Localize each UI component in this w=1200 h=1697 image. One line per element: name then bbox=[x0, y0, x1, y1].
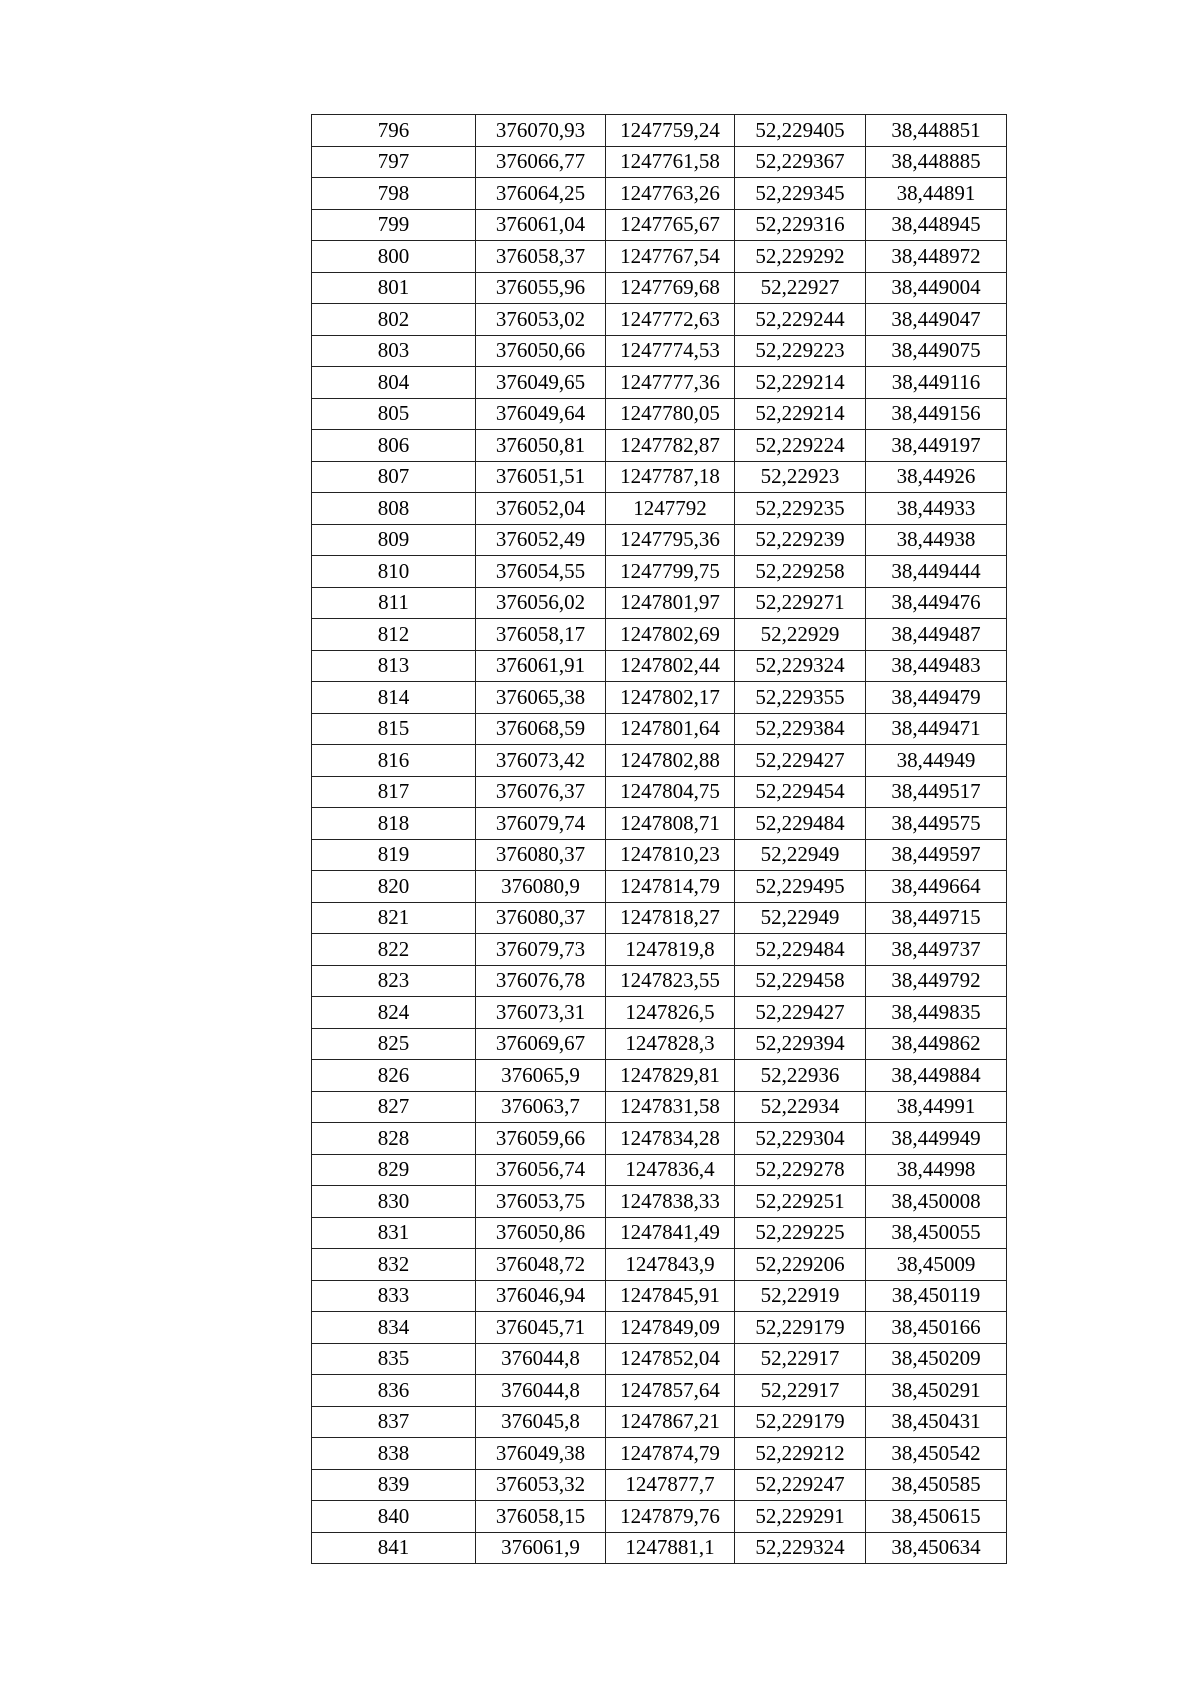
x-coordinate-cell: 376053,32 bbox=[476, 1469, 606, 1501]
point-number-cell: 807 bbox=[312, 461, 476, 493]
x-coordinate-cell: 376050,86 bbox=[476, 1217, 606, 1249]
longitude-cell: 38,449862 bbox=[866, 1028, 1007, 1060]
latitude-cell: 52,22934 bbox=[735, 1091, 866, 1123]
latitude-cell: 52,229367 bbox=[735, 146, 866, 178]
point-number-cell: 831 bbox=[312, 1217, 476, 1249]
table-row bbox=[312, 1343, 1007, 1375]
point-number-cell: 839 bbox=[312, 1469, 476, 1501]
latitude-cell: 52,229225 bbox=[735, 1217, 866, 1249]
x-coordinate-cell: 376054,55 bbox=[476, 556, 606, 588]
x-coordinate-cell: 376065,38 bbox=[476, 682, 606, 714]
table-row bbox=[312, 1406, 1007, 1438]
point-number-cell: 824 bbox=[312, 997, 476, 1029]
point-number-cell: 818 bbox=[312, 808, 476, 840]
x-coordinate-cell: 376045,71 bbox=[476, 1312, 606, 1344]
table-row bbox=[312, 430, 1007, 462]
table-row bbox=[312, 713, 1007, 745]
x-coordinate-cell: 376053,02 bbox=[476, 304, 606, 336]
table-row bbox=[312, 934, 1007, 966]
latitude-cell: 52,229484 bbox=[735, 808, 866, 840]
longitude-cell: 38,44991 bbox=[866, 1091, 1007, 1123]
table-row bbox=[312, 209, 1007, 241]
longitude-cell: 38,450585 bbox=[866, 1469, 1007, 1501]
x-coordinate-cell: 376046,94 bbox=[476, 1280, 606, 1312]
x-coordinate-cell: 376052,49 bbox=[476, 524, 606, 556]
x-coordinate-cell: 376050,66 bbox=[476, 335, 606, 367]
y-coordinate-cell: 1247759,24 bbox=[606, 115, 735, 147]
longitude-cell: 38,450008 bbox=[866, 1186, 1007, 1218]
point-number-cell: 834 bbox=[312, 1312, 476, 1344]
latitude-cell: 52,229224 bbox=[735, 430, 866, 462]
latitude-cell: 52,229304 bbox=[735, 1123, 866, 1155]
x-coordinate-cell: 376065,9 bbox=[476, 1060, 606, 1092]
table-row bbox=[312, 1249, 1007, 1281]
y-coordinate-cell: 1247801,64 bbox=[606, 713, 735, 745]
y-coordinate-cell: 1247792 bbox=[606, 493, 735, 525]
table-row bbox=[312, 1438, 1007, 1470]
x-coordinate-cell: 376053,75 bbox=[476, 1186, 606, 1218]
point-number-cell: 819 bbox=[312, 839, 476, 871]
point-number-cell: 817 bbox=[312, 776, 476, 808]
point-number-cell: 838 bbox=[312, 1438, 476, 1470]
longitude-cell: 38,450431 bbox=[866, 1406, 1007, 1438]
x-coordinate-cell: 376061,04 bbox=[476, 209, 606, 241]
table-row bbox=[312, 997, 1007, 1029]
latitude-cell: 52,229484 bbox=[735, 934, 866, 966]
point-number-cell: 812 bbox=[312, 619, 476, 651]
table-row bbox=[312, 902, 1007, 934]
x-coordinate-cell: 376056,74 bbox=[476, 1154, 606, 1186]
latitude-cell: 52,229345 bbox=[735, 178, 866, 210]
x-coordinate-cell: 376076,78 bbox=[476, 965, 606, 997]
table-row bbox=[312, 1060, 1007, 1092]
x-coordinate-cell: 376080,9 bbox=[476, 871, 606, 903]
point-number-cell: 806 bbox=[312, 430, 476, 462]
table-row bbox=[312, 115, 1007, 147]
table-row bbox=[312, 241, 1007, 273]
table-row bbox=[312, 335, 1007, 367]
x-coordinate-cell: 376068,59 bbox=[476, 713, 606, 745]
table-row bbox=[312, 1532, 1007, 1564]
point-number-cell: 809 bbox=[312, 524, 476, 556]
point-number-cell: 815 bbox=[312, 713, 476, 745]
longitude-cell: 38,449792 bbox=[866, 965, 1007, 997]
y-coordinate-cell: 1247804,75 bbox=[606, 776, 735, 808]
longitude-cell: 38,448885 bbox=[866, 146, 1007, 178]
x-coordinate-cell: 376049,65 bbox=[476, 367, 606, 399]
latitude-cell: 52,229247 bbox=[735, 1469, 866, 1501]
table-row bbox=[312, 461, 1007, 493]
y-coordinate-cell: 1247802,17 bbox=[606, 682, 735, 714]
longitude-cell: 38,44926 bbox=[866, 461, 1007, 493]
x-coordinate-cell: 376073,31 bbox=[476, 997, 606, 1029]
longitude-cell: 38,449483 bbox=[866, 650, 1007, 682]
point-number-cell: 820 bbox=[312, 871, 476, 903]
point-number-cell: 797 bbox=[312, 146, 476, 178]
table-row bbox=[312, 808, 1007, 840]
point-number-cell: 835 bbox=[312, 1343, 476, 1375]
point-number-cell: 804 bbox=[312, 367, 476, 399]
x-coordinate-cell: 376059,66 bbox=[476, 1123, 606, 1155]
table-row bbox=[312, 1469, 1007, 1501]
longitude-cell: 38,449597 bbox=[866, 839, 1007, 871]
latitude-cell: 52,229212 bbox=[735, 1438, 866, 1470]
table-row bbox=[312, 1123, 1007, 1155]
x-coordinate-cell: 376050,81 bbox=[476, 430, 606, 462]
y-coordinate-cell: 1247769,68 bbox=[606, 272, 735, 304]
x-coordinate-cell: 376073,42 bbox=[476, 745, 606, 777]
y-coordinate-cell: 1247845,91 bbox=[606, 1280, 735, 1312]
longitude-cell: 38,448972 bbox=[866, 241, 1007, 273]
y-coordinate-cell: 1247874,79 bbox=[606, 1438, 735, 1470]
latitude-cell: 52,229214 bbox=[735, 398, 866, 430]
y-coordinate-cell: 1247857,64 bbox=[606, 1375, 735, 1407]
table-row bbox=[312, 1501, 1007, 1533]
latitude-cell: 52,229206 bbox=[735, 1249, 866, 1281]
point-number-cell: 841 bbox=[312, 1532, 476, 1564]
longitude-cell: 38,449476 bbox=[866, 587, 1007, 619]
point-number-cell: 802 bbox=[312, 304, 476, 336]
latitude-cell: 52,229427 bbox=[735, 997, 866, 1029]
y-coordinate-cell: 1247836,4 bbox=[606, 1154, 735, 1186]
table-row bbox=[312, 524, 1007, 556]
y-coordinate-cell: 1247802,44 bbox=[606, 650, 735, 682]
table-row bbox=[312, 682, 1007, 714]
y-coordinate-cell: 1247834,28 bbox=[606, 1123, 735, 1155]
longitude-cell: 38,44998 bbox=[866, 1154, 1007, 1186]
y-coordinate-cell: 1247831,58 bbox=[606, 1091, 735, 1123]
latitude-cell: 52,229324 bbox=[735, 1532, 866, 1564]
point-number-cell: 813 bbox=[312, 650, 476, 682]
table-row bbox=[312, 272, 1007, 304]
table-row bbox=[312, 839, 1007, 871]
longitude-cell: 38,449004 bbox=[866, 272, 1007, 304]
point-number-cell: 801 bbox=[312, 272, 476, 304]
point-number-cell: 821 bbox=[312, 902, 476, 934]
table-row bbox=[312, 146, 1007, 178]
point-number-cell: 836 bbox=[312, 1375, 476, 1407]
y-coordinate-cell: 1247829,81 bbox=[606, 1060, 735, 1092]
x-coordinate-cell: 376051,51 bbox=[476, 461, 606, 493]
x-coordinate-cell: 376058,17 bbox=[476, 619, 606, 651]
y-coordinate-cell: 1247765,67 bbox=[606, 209, 735, 241]
y-coordinate-cell: 1247823,55 bbox=[606, 965, 735, 997]
y-coordinate-cell: 1247879,76 bbox=[606, 1501, 735, 1533]
longitude-cell: 38,44949 bbox=[866, 745, 1007, 777]
x-coordinate-cell: 376079,74 bbox=[476, 808, 606, 840]
table-row bbox=[312, 1028, 1007, 1060]
latitude-cell: 52,229495 bbox=[735, 871, 866, 903]
latitude-cell: 52,22949 bbox=[735, 902, 866, 934]
point-number-cell: 805 bbox=[312, 398, 476, 430]
point-number-cell: 832 bbox=[312, 1249, 476, 1281]
table-row bbox=[312, 1186, 1007, 1218]
y-coordinate-cell: 1247852,04 bbox=[606, 1343, 735, 1375]
longitude-cell: 38,449197 bbox=[866, 430, 1007, 462]
table-row bbox=[312, 1280, 1007, 1312]
table-row bbox=[312, 871, 1007, 903]
point-number-cell: 810 bbox=[312, 556, 476, 588]
table-row bbox=[312, 776, 1007, 808]
x-coordinate-cell: 376070,93 bbox=[476, 115, 606, 147]
y-coordinate-cell: 1247801,97 bbox=[606, 587, 735, 619]
y-coordinate-cell: 1247767,54 bbox=[606, 241, 735, 273]
x-coordinate-cell: 376061,9 bbox=[476, 1532, 606, 1564]
longitude-cell: 38,449156 bbox=[866, 398, 1007, 430]
point-number-cell: 827 bbox=[312, 1091, 476, 1123]
longitude-cell: 38,449517 bbox=[866, 776, 1007, 808]
latitude-cell: 52,229223 bbox=[735, 335, 866, 367]
longitude-cell: 38,450055 bbox=[866, 1217, 1007, 1249]
longitude-cell: 38,450634 bbox=[866, 1532, 1007, 1564]
latitude-cell: 52,229316 bbox=[735, 209, 866, 241]
y-coordinate-cell: 1247867,21 bbox=[606, 1406, 735, 1438]
table-row bbox=[312, 1091, 1007, 1123]
latitude-cell: 52,22919 bbox=[735, 1280, 866, 1312]
latitude-cell: 52,22936 bbox=[735, 1060, 866, 1092]
longitude-cell: 38,450291 bbox=[866, 1375, 1007, 1407]
longitude-cell: 38,449737 bbox=[866, 934, 1007, 966]
y-coordinate-cell: 1247826,5 bbox=[606, 997, 735, 1029]
point-number-cell: 825 bbox=[312, 1028, 476, 1060]
longitude-cell: 38,449835 bbox=[866, 997, 1007, 1029]
x-coordinate-cell: 376076,37 bbox=[476, 776, 606, 808]
point-number-cell: 826 bbox=[312, 1060, 476, 1092]
longitude-cell: 38,449471 bbox=[866, 713, 1007, 745]
latitude-cell: 52,22917 bbox=[735, 1375, 866, 1407]
longitude-cell: 38,44933 bbox=[866, 493, 1007, 525]
longitude-cell: 38,449664 bbox=[866, 871, 1007, 903]
table-row bbox=[312, 587, 1007, 619]
y-coordinate-cell: 1247881,1 bbox=[606, 1532, 735, 1564]
longitude-cell: 38,449575 bbox=[866, 808, 1007, 840]
table-row bbox=[312, 178, 1007, 210]
point-number-cell: 823 bbox=[312, 965, 476, 997]
y-coordinate-cell: 1247814,79 bbox=[606, 871, 735, 903]
y-coordinate-cell: 1247795,36 bbox=[606, 524, 735, 556]
longitude-cell: 38,448945 bbox=[866, 209, 1007, 241]
latitude-cell: 52,22917 bbox=[735, 1343, 866, 1375]
x-coordinate-cell: 376055,96 bbox=[476, 272, 606, 304]
table-row bbox=[312, 650, 1007, 682]
y-coordinate-cell: 1247787,18 bbox=[606, 461, 735, 493]
table-row bbox=[312, 1312, 1007, 1344]
y-coordinate-cell: 1247802,88 bbox=[606, 745, 735, 777]
x-coordinate-cell: 376058,37 bbox=[476, 241, 606, 273]
x-coordinate-cell: 376045,8 bbox=[476, 1406, 606, 1438]
latitude-cell: 52,229454 bbox=[735, 776, 866, 808]
point-number-cell: 830 bbox=[312, 1186, 476, 1218]
latitude-cell: 52,22927 bbox=[735, 272, 866, 304]
coordinates-table bbox=[311, 114, 1007, 1564]
latitude-cell: 52,229179 bbox=[735, 1406, 866, 1438]
coordinates-table-body bbox=[312, 115, 1007, 1564]
latitude-cell: 52,229239 bbox=[735, 524, 866, 556]
y-coordinate-cell: 1247774,53 bbox=[606, 335, 735, 367]
x-coordinate-cell: 376069,67 bbox=[476, 1028, 606, 1060]
longitude-cell: 38,45009 bbox=[866, 1249, 1007, 1281]
point-number-cell: 829 bbox=[312, 1154, 476, 1186]
longitude-cell: 38,449444 bbox=[866, 556, 1007, 588]
latitude-cell: 52,229271 bbox=[735, 587, 866, 619]
x-coordinate-cell: 376049,38 bbox=[476, 1438, 606, 1470]
table-row bbox=[312, 367, 1007, 399]
x-coordinate-cell: 376064,25 bbox=[476, 178, 606, 210]
y-coordinate-cell: 1247780,05 bbox=[606, 398, 735, 430]
latitude-cell: 52,229251 bbox=[735, 1186, 866, 1218]
x-coordinate-cell: 376052,04 bbox=[476, 493, 606, 525]
latitude-cell: 52,22923 bbox=[735, 461, 866, 493]
latitude-cell: 52,229214 bbox=[735, 367, 866, 399]
longitude-cell: 38,450615 bbox=[866, 1501, 1007, 1533]
y-coordinate-cell: 1247799,75 bbox=[606, 556, 735, 588]
latitude-cell: 52,229355 bbox=[735, 682, 866, 714]
point-number-cell: 811 bbox=[312, 587, 476, 619]
point-number-cell: 837 bbox=[312, 1406, 476, 1438]
longitude-cell: 38,450209 bbox=[866, 1343, 1007, 1375]
table-row bbox=[312, 1217, 1007, 1249]
latitude-cell: 52,229235 bbox=[735, 493, 866, 525]
longitude-cell: 38,449715 bbox=[866, 902, 1007, 934]
latitude-cell: 52,229244 bbox=[735, 304, 866, 336]
y-coordinate-cell: 1247849,09 bbox=[606, 1312, 735, 1344]
y-coordinate-cell: 1247782,87 bbox=[606, 430, 735, 462]
x-coordinate-cell: 376044,8 bbox=[476, 1375, 606, 1407]
latitude-cell: 52,22949 bbox=[735, 839, 866, 871]
point-number-cell: 808 bbox=[312, 493, 476, 525]
point-number-cell: 799 bbox=[312, 209, 476, 241]
y-coordinate-cell: 1247843,9 bbox=[606, 1249, 735, 1281]
longitude-cell: 38,449479 bbox=[866, 682, 1007, 714]
x-coordinate-cell: 376056,02 bbox=[476, 587, 606, 619]
point-number-cell: 814 bbox=[312, 682, 476, 714]
latitude-cell: 52,229324 bbox=[735, 650, 866, 682]
y-coordinate-cell: 1247802,69 bbox=[606, 619, 735, 651]
point-number-cell: 796 bbox=[312, 115, 476, 147]
y-coordinate-cell: 1247763,26 bbox=[606, 178, 735, 210]
y-coordinate-cell: 1247761,58 bbox=[606, 146, 735, 178]
table-row bbox=[312, 745, 1007, 777]
longitude-cell: 38,44891 bbox=[866, 178, 1007, 210]
point-number-cell: 822 bbox=[312, 934, 476, 966]
y-coordinate-cell: 1247810,23 bbox=[606, 839, 735, 871]
x-coordinate-cell: 376048,72 bbox=[476, 1249, 606, 1281]
point-number-cell: 800 bbox=[312, 241, 476, 273]
x-coordinate-cell: 376049,64 bbox=[476, 398, 606, 430]
longitude-cell: 38,449075 bbox=[866, 335, 1007, 367]
latitude-cell: 52,229258 bbox=[735, 556, 866, 588]
x-coordinate-cell: 376066,77 bbox=[476, 146, 606, 178]
latitude-cell: 52,229179 bbox=[735, 1312, 866, 1344]
table-row bbox=[312, 1154, 1007, 1186]
longitude-cell: 38,448851 bbox=[866, 115, 1007, 147]
latitude-cell: 52,229427 bbox=[735, 745, 866, 777]
longitude-cell: 38,449116 bbox=[866, 367, 1007, 399]
point-number-cell: 828 bbox=[312, 1123, 476, 1155]
table-row bbox=[312, 965, 1007, 997]
x-coordinate-cell: 376063,7 bbox=[476, 1091, 606, 1123]
table-row bbox=[312, 1375, 1007, 1407]
y-coordinate-cell: 1247828,3 bbox=[606, 1028, 735, 1060]
latitude-cell: 52,22929 bbox=[735, 619, 866, 651]
latitude-cell: 52,229292 bbox=[735, 241, 866, 273]
longitude-cell: 38,449487 bbox=[866, 619, 1007, 651]
table-row bbox=[312, 304, 1007, 336]
y-coordinate-cell: 1247838,33 bbox=[606, 1186, 735, 1218]
y-coordinate-cell: 1247877,7 bbox=[606, 1469, 735, 1501]
latitude-cell: 52,229384 bbox=[735, 713, 866, 745]
point-number-cell: 803 bbox=[312, 335, 476, 367]
latitude-cell: 52,229458 bbox=[735, 965, 866, 997]
latitude-cell: 52,229405 bbox=[735, 115, 866, 147]
x-coordinate-cell: 376058,15 bbox=[476, 1501, 606, 1533]
point-number-cell: 816 bbox=[312, 745, 476, 777]
latitude-cell: 52,229291 bbox=[735, 1501, 866, 1533]
y-coordinate-cell: 1247818,27 bbox=[606, 902, 735, 934]
point-number-cell: 840 bbox=[312, 1501, 476, 1533]
x-coordinate-cell: 376044,8 bbox=[476, 1343, 606, 1375]
longitude-cell: 38,449047 bbox=[866, 304, 1007, 336]
y-coordinate-cell: 1247772,63 bbox=[606, 304, 735, 336]
latitude-cell: 52,229394 bbox=[735, 1028, 866, 1060]
longitude-cell: 38,449884 bbox=[866, 1060, 1007, 1092]
y-coordinate-cell: 1247808,71 bbox=[606, 808, 735, 840]
longitude-cell: 38,449949 bbox=[866, 1123, 1007, 1155]
longitude-cell: 38,44938 bbox=[866, 524, 1007, 556]
table-row bbox=[312, 619, 1007, 651]
point-number-cell: 798 bbox=[312, 178, 476, 210]
longitude-cell: 38,450119 bbox=[866, 1280, 1007, 1312]
y-coordinate-cell: 1247777,36 bbox=[606, 367, 735, 399]
table-row bbox=[312, 493, 1007, 525]
table-row bbox=[312, 398, 1007, 430]
x-coordinate-cell: 376079,73 bbox=[476, 934, 606, 966]
x-coordinate-cell: 376080,37 bbox=[476, 902, 606, 934]
y-coordinate-cell: 1247819,8 bbox=[606, 934, 735, 966]
y-coordinate-cell: 1247841,49 bbox=[606, 1217, 735, 1249]
longitude-cell: 38,450166 bbox=[866, 1312, 1007, 1344]
longitude-cell: 38,450542 bbox=[866, 1438, 1007, 1470]
x-coordinate-cell: 376061,91 bbox=[476, 650, 606, 682]
point-number-cell: 833 bbox=[312, 1280, 476, 1312]
x-coordinate-cell: 376080,37 bbox=[476, 839, 606, 871]
latitude-cell: 52,229278 bbox=[735, 1154, 866, 1186]
table-row bbox=[312, 556, 1007, 588]
